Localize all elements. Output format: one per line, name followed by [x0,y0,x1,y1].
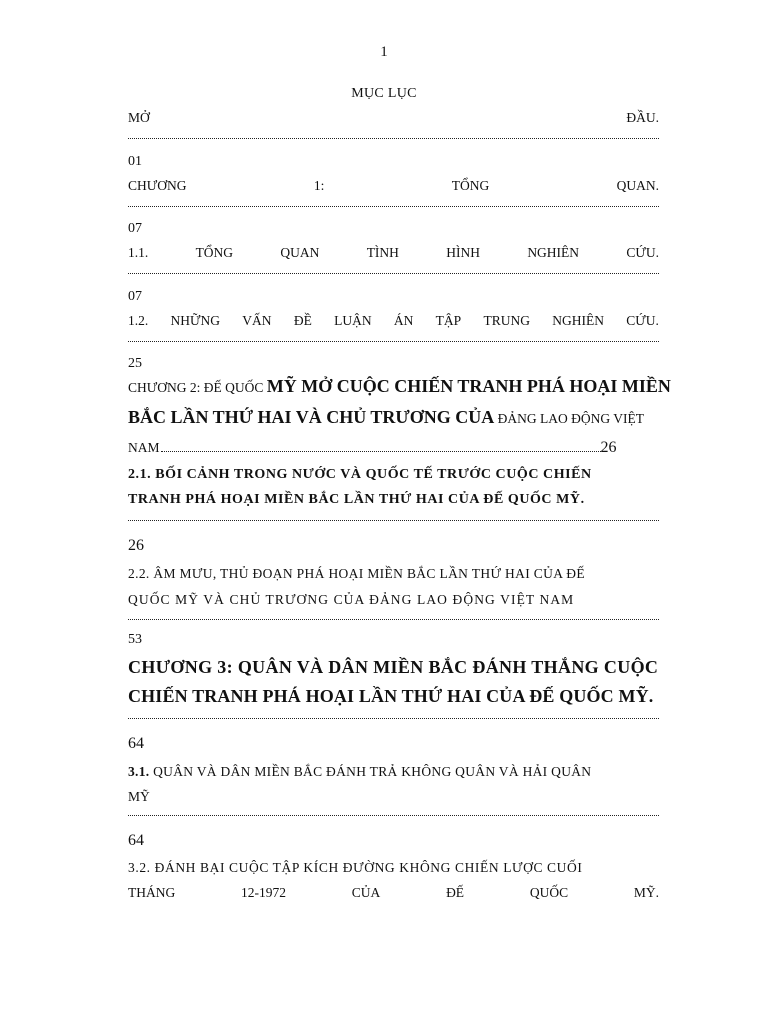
entry-text-small: CHƯƠNG 2: ĐẾ QUỐC [128,380,267,395]
dot-leader [128,813,659,816]
entry-word: 12-1972 [241,885,287,900]
entry-word: TRUNG [483,313,530,328]
entry-text-small: ĐẢNG LAO ĐỘNG VIỆT [494,411,644,426]
toc-entry-title-line [128,764,659,780]
toc-entry-title-line [128,407,659,428]
toc-entry-title-line: 3.2. ĐÁNH BẠI CUỘC TẬP KÍCH ĐƯỜNG KHÔNG CHIẾN LƯỢC CUỐI [128,860,583,875]
entry-word: TỔNG [195,245,234,260]
dot-leader [128,136,659,139]
toc-entry-title [128,178,659,194]
entry-number: 3.1. [128,764,150,779]
dot-leader [128,271,659,274]
toc-entry-title-line [128,439,659,457]
toc-page-number: 64 [128,735,144,752]
toc-page-number: 26 [128,537,144,554]
dot-leader [128,339,659,342]
entry-word: CỨU. [626,245,659,260]
entry-word: MỞ [128,110,150,125]
toc-page-number: 53 [128,632,142,647]
toc-title: MỤC LỤC [351,86,417,101]
toc-entry-title [128,245,659,261]
dot-leader [128,617,659,620]
entry-word: THÁNG [128,885,176,900]
entry-word: TẬP [435,313,462,328]
entry-word: LUẬN [334,313,372,328]
toc-page-number: 25 [128,356,142,371]
entry-word: 1: [313,178,325,193]
entry-word: NGHIÊN [552,313,604,328]
toc-entry-title [128,110,659,126]
entry-word: NHỮNG [170,313,221,328]
entry-word: CHƯƠNG [128,178,187,193]
entry-word: QUAN. [616,178,659,193]
toc-page-number: 64 [128,832,144,849]
entry-word: NGHIÊN [527,245,580,260]
entry-text-small: NAM [128,440,160,455]
entry-word: HÌNH [446,245,480,260]
dot-leader [128,716,659,719]
entry-word: 1.1. [128,245,149,260]
entry-word: MỸ. [633,885,659,900]
toc-entry-title-line: CHƯƠNG 3: QUÂN VÀ DÂN MIỀN BẮC ĐÁNH THẮNG CUỘC [128,657,659,677]
dot-leader [161,451,601,452]
toc-page-number: 26 [600,439,617,456]
toc-entry-title-line: 2.2. ÂM MƯU, THỦ ĐOẠN PHÁ HOẠI MIỀN BẮC LẦN THỨ HAI CỦA ĐẾ [128,566,585,581]
dot-leader [128,204,659,207]
toc-page-number: 07 [128,289,142,304]
toc-page-number: 07 [128,221,142,236]
entry-word: TÌNH [366,245,399,260]
entry-word: TỔNG [451,178,490,193]
entry-text: QUÂN VÀ DÂN MIỀN BẮC ĐÁNH TRẢ KHÔNG QUÂN VÀ HẢI QUÂN [149,764,592,779]
toc-entry-title-line: 2.1. BỐI CẢNH TRONG NƯỚC VÀ QUỐC TẾ TRƯỚC CUỘC CHIẾN [128,467,592,482]
toc-entry-title-line [128,376,698,397]
entry-text-large: MỸ MỞ CUỘC CHIẾN TRANH PHÁ HOẠI MIỀN [266,376,671,396]
toc-entry-title-line: CHIẾN TRANH PHÁ HOẠI LẦN THỨ HAI CỦA ĐẾ QUỐC MỸ. [128,686,654,706]
toc-entry-title-line: TRANH PHÁ HOẠI MIỀN BẮC LẦN THỨ HAI CỦA ĐẾ QUỐC MỸ. [128,492,585,507]
entry-word: ÁN [393,313,414,328]
entry-text-large: BẮC LẦN THỨ HAI VÀ CHỦ TRƯƠNG CỦA [128,407,495,427]
toc-entry-title-line: MỸ [128,789,150,804]
entry-word: ĐẾ [446,885,465,900]
toc-entry-title-line [128,885,659,901]
entry-word: ĐẦU. [626,110,659,125]
dot-leader [128,518,659,521]
entry-word: QUỐC [529,885,569,900]
entry-word: ĐỀ [293,313,312,328]
entry-word: 1.2. [128,313,149,328]
entry-word: QUAN [280,245,320,260]
entry-word: CỦA [351,885,381,900]
toc-page-number: 01 [128,154,142,169]
toc-entry-title [128,313,659,329]
toc-entry-title-line: QUỐC MỸ VÀ CHỦ TRƯƠNG CỦA ĐẢNG LAO ĐỘNG VIỆT NAM [128,592,575,607]
entry-word: CỨU. [626,313,659,328]
page-number: 1 [380,44,388,60]
entry-word: VẤN [242,313,272,328]
